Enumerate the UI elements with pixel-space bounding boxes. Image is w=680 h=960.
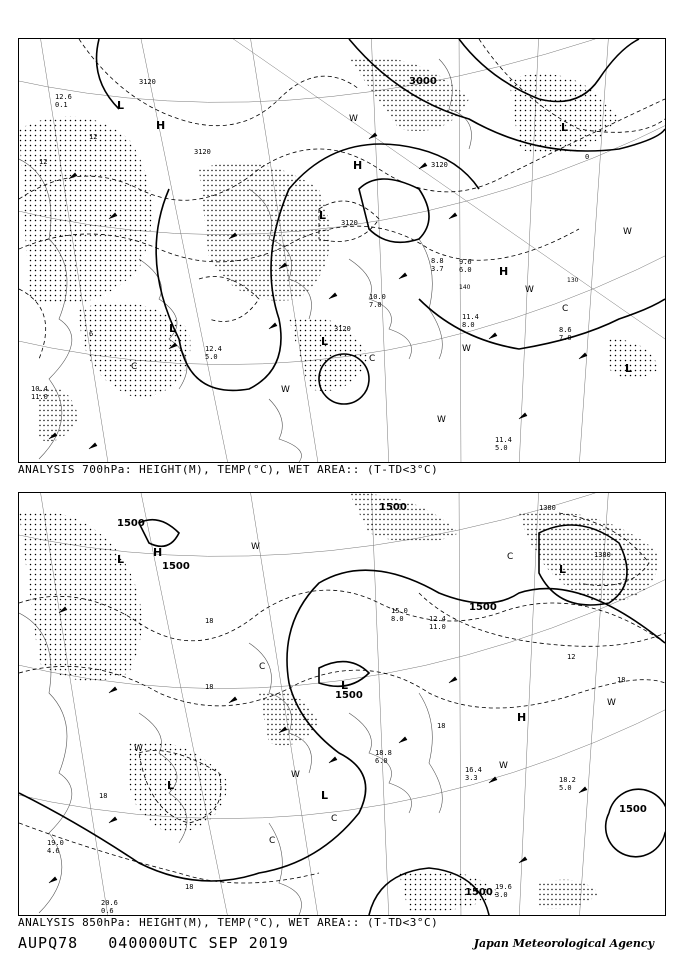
warm-label: W (349, 114, 358, 124)
low-pressure-center: L (341, 679, 349, 692)
station-temp: 16.4 (465, 766, 482, 774)
low-pressure-center: L (117, 99, 125, 112)
height-label: 1380 (539, 504, 556, 512)
height-label: 3120 (341, 219, 358, 227)
warm-label: W (623, 227, 632, 237)
height-label: 3000 (409, 76, 437, 87)
station-dewpoint: 5.0 (495, 444, 508, 452)
chart-panel-700hpa (18, 38, 666, 463)
isotherm-label: 12 (89, 133, 98, 141)
height-label: 3120 (194, 148, 211, 156)
station-temp: 12.4 (205, 345, 222, 353)
warm-label: W (134, 744, 143, 754)
height-label: 1500 (335, 690, 363, 701)
station-temp: 10.4 (31, 385, 48, 393)
wet-areas (19, 57, 659, 441)
cold-label: C (369, 354, 376, 364)
station-dewpoint: 11.0 (31, 393, 48, 401)
chart-panel-850hpa (18, 492, 666, 916)
station-temp: 18.2 (559, 776, 576, 784)
isotherm-label: 6 (89, 330, 94, 338)
isotherm-label: 12 (39, 158, 48, 166)
isotherm-label: 18 (185, 883, 194, 891)
station-temp: 9.6 (459, 258, 472, 266)
height-label: 1500 (469, 602, 497, 613)
isotherm-label: 18 (99, 792, 108, 800)
wet-areas (19, 493, 659, 913)
map-700hpa (19, 39, 665, 462)
station-dewpoint: 3.7 (431, 265, 444, 273)
map-850hpa (19, 493, 665, 915)
cold-label: C (331, 814, 338, 824)
station-temp: 10.0 (369, 293, 386, 301)
station-dewpoint: 5.0 (205, 353, 218, 361)
station-dewpoint: 7.0 (369, 301, 382, 309)
height-label: 1500 (162, 561, 190, 572)
warm-label: W (462, 344, 471, 354)
low-pressure-center: L (319, 209, 327, 222)
isotherm-label: 12 (567, 653, 576, 661)
height-label: 3120 (139, 78, 156, 86)
isotherm-label: 0 (585, 153, 590, 161)
isotherm-label: 18 (437, 722, 446, 730)
station-dewpoint: 11.0 (429, 623, 446, 631)
station-temp: 8.6 (559, 326, 572, 334)
high-pressure-center: H (156, 119, 166, 132)
low-pressure-center: L (321, 335, 329, 348)
warm-label: W (437, 415, 446, 425)
height-label: 1380 (594, 551, 611, 559)
cold-label: C (131, 362, 138, 372)
height-label: 3120 (334, 325, 351, 333)
station-dewpoint: 6.0 (459, 266, 472, 274)
station-dewpoint: 3.0 (495, 891, 508, 899)
meridian-label: 140 (459, 284, 471, 291)
station-temp: 20.6 (101, 899, 118, 907)
cold-label: C (507, 552, 514, 562)
height-label: 1500 (117, 518, 145, 529)
station-temp: 11.4 (462, 313, 479, 321)
low-pressure-center: L (321, 789, 329, 802)
station-temp: 15.0 (391, 607, 408, 615)
low-pressure-center: L (117, 553, 125, 566)
height-label: 1500 (379, 502, 407, 513)
station-dewpoint: 3.3 (465, 774, 478, 782)
high-pressure-center: H (517, 711, 527, 724)
low-pressure-center: L (169, 322, 177, 335)
station-temp: 19.0 (47, 839, 64, 847)
station-dewpoint: 4.6 (47, 847, 60, 855)
warm-label: W (281, 385, 290, 395)
station-dewpoint: 5.0 (559, 784, 572, 792)
station-temp: 8.8 (431, 257, 444, 265)
meridian-label: 130 (567, 277, 579, 284)
low-pressure-center: L (625, 362, 633, 375)
cold-label: C (562, 304, 569, 314)
station-dewpoint: 0.6 (101, 907, 114, 915)
isotherm-label: 18 (205, 617, 214, 625)
station-temp: 18.8 (375, 749, 392, 757)
low-pressure-center: L (559, 563, 567, 576)
warm-label: W (607, 698, 616, 708)
caption-700hpa: ANALYSIS 700hPa: HEIGHT(M), TEMP(°C), WET AREA:: (T-TD<3°C) (18, 463, 439, 476)
station-temp: 12.6 (55, 93, 72, 101)
height-label: 3120 (431, 161, 448, 169)
station-dewpoint: 8.0 (391, 615, 404, 623)
station-temp: 11.4 (495, 436, 512, 444)
warm-label: W (251, 542, 260, 552)
agency-name: Japan Meteorological Agency (473, 937, 654, 950)
height-label: 1500 (619, 804, 647, 815)
high-pressure-center: H (499, 265, 509, 278)
warm-label: W (525, 285, 534, 295)
caption-850hpa: ANALYSIS 850hPa: HEIGHT(M), TEMP(°C), WET AREA:: (T-TD<3°C) (18, 916, 439, 929)
warm-label: W (499, 761, 508, 771)
cold-label: C (269, 836, 276, 846)
warm-label: W (291, 770, 300, 780)
high-pressure-center: H (153, 546, 163, 559)
chart-code-and-time: AUPQ78 040000UTC SEP 2019 (18, 934, 289, 952)
low-pressure-center: L (561, 121, 569, 134)
cold-label: C (259, 662, 266, 672)
station-dewpoint: 8.0 (462, 321, 475, 329)
low-pressure-center: L (167, 779, 175, 792)
isotherm-label: 18 (617, 676, 626, 684)
station-temp: 19.6 (495, 883, 512, 891)
station-dewpoint: 7.0 (559, 334, 572, 342)
height-label: 1500 (465, 887, 493, 898)
high-pressure-center: H (353, 159, 363, 172)
station-dewpoint: 6.0 (375, 757, 388, 765)
station-dewpoint: 0.1 (55, 101, 68, 109)
isotherm-label: 18 (205, 683, 214, 691)
station-temp: 12.4 (429, 615, 446, 623)
